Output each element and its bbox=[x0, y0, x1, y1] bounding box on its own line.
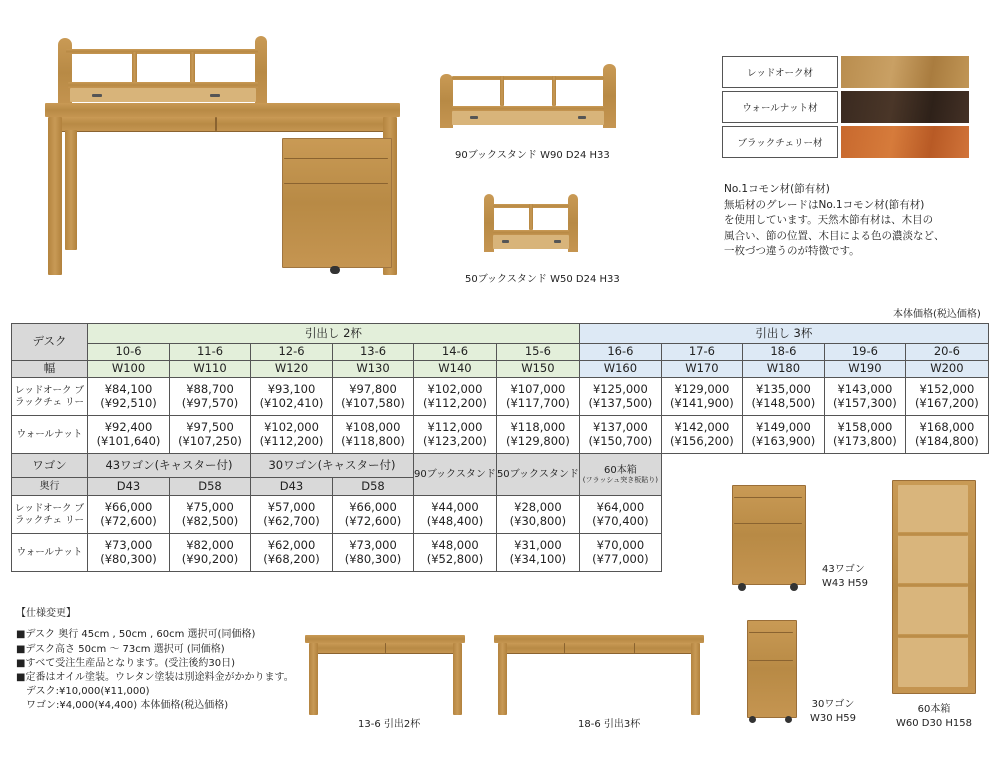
stand90-header: 90ブックスタンド bbox=[414, 454, 497, 496]
width-cell: W110 bbox=[170, 361, 251, 378]
width-cell: W180 bbox=[742, 361, 824, 378]
swatch-red-oak bbox=[841, 56, 969, 88]
bookcase-image bbox=[892, 480, 974, 692]
model-cell: 17-6 bbox=[661, 344, 742, 361]
price-cell: ¥28,000 (¥30,800) bbox=[496, 496, 579, 534]
tax-note: 本体価格(税込価格) bbox=[893, 309, 981, 320]
model-cell: 11-6 bbox=[170, 344, 251, 361]
price-cell: ¥62,000 (¥68,200) bbox=[251, 534, 333, 572]
price-cell: ¥168,000 (¥184,800) bbox=[905, 416, 988, 454]
price-cell: ¥102,000 (¥112,200) bbox=[414, 378, 497, 416]
price-cell: ¥125,000 (¥137,500) bbox=[579, 378, 661, 416]
row-label: ウォールナット bbox=[12, 534, 88, 572]
price-cell: ¥118,000 (¥129,800) bbox=[496, 416, 579, 454]
wagon43-header: 43ワゴン(キャスター付) bbox=[88, 454, 251, 478]
spec-line: デスク:¥10,000(¥11,000) bbox=[26, 686, 150, 697]
stand90-caption: 90ブックスタンド W90 D24 H33 bbox=[455, 150, 610, 161]
price-cell: ¥64,000 (¥70,400) bbox=[579, 496, 661, 534]
desk-18-image bbox=[494, 635, 704, 715]
swatch-label-walnut: ウォールナット材 bbox=[722, 91, 838, 123]
model-cell: 14-6 bbox=[414, 344, 497, 361]
price-cell: ¥92,400 (¥101,640) bbox=[88, 416, 170, 454]
wagon30-header: 30ワゴン(キャスター付) bbox=[251, 454, 414, 478]
bookcase-title: 60本箱 bbox=[604, 464, 637, 476]
width-cell: W140 bbox=[414, 361, 497, 378]
width-cell: W170 bbox=[661, 361, 742, 378]
price-cell: ¥112,000 (¥123,200) bbox=[414, 416, 497, 454]
desk-row-oak-cherry bbox=[12, 378, 989, 416]
price-cell: ¥82,000 (¥90,200) bbox=[170, 534, 251, 572]
price-cell: ¥88,700 (¥97,570) bbox=[170, 378, 251, 416]
price-cell: ¥108,000 (¥118,800) bbox=[333, 416, 414, 454]
model-cell: 19-6 bbox=[824, 344, 905, 361]
bookcase-caption-line: W60 D30 H158 bbox=[895, 718, 972, 729]
group-2-drawers: 引出し 2杯 bbox=[88, 324, 580, 344]
desk-row-walnut bbox=[12, 416, 989, 454]
model-cell: 18-6 bbox=[742, 344, 824, 361]
model-cell: 13-6 bbox=[333, 344, 414, 361]
model-cell: 10-6 bbox=[88, 344, 170, 361]
wood-note-line: No.1コモン材(節有材) bbox=[724, 183, 830, 195]
price-cell: ¥137,000 (¥150,700) bbox=[579, 416, 661, 454]
row-label: レッドオーク ブラックチェ リー bbox=[12, 378, 88, 416]
price-cell: ¥44,000 (¥48,400) bbox=[414, 496, 497, 534]
spec-line: ワゴン:¥4,000(¥4,400) 本体価格(税込価格) bbox=[26, 700, 229, 711]
wagon-30-image bbox=[745, 620, 797, 722]
spec-title: 【仕様変更】 bbox=[16, 608, 76, 619]
price-cell: ¥48,000 (¥52,800) bbox=[414, 534, 497, 572]
price-cell: ¥158,000 (¥173,800) bbox=[824, 416, 905, 454]
width-cell: W200 bbox=[905, 361, 988, 378]
width-cell: W190 bbox=[824, 361, 905, 378]
depth-cell: D43 bbox=[251, 478, 333, 496]
price-table bbox=[11, 323, 989, 572]
spec-line: ■デスク高さ 50cm ～ 73cm 選択可 (同価格) bbox=[16, 644, 225, 655]
wood-note-line: 風合い、節の位置、木目による色の濃淡など、 bbox=[724, 229, 945, 242]
price-cell: ¥129,000 (¥141,900) bbox=[661, 378, 742, 416]
price-cell: ¥97,800 (¥107,580) bbox=[333, 378, 414, 416]
model-cell: 20-6 bbox=[905, 344, 988, 361]
wood-note bbox=[724, 182, 945, 260]
desk-title: デスク bbox=[12, 324, 88, 361]
price-cell: ¥66,000 (¥72,600) bbox=[333, 496, 414, 534]
price-cell: ¥31,000 (¥34,100) bbox=[496, 534, 579, 572]
price-cell: ¥102,000 (¥112,200) bbox=[251, 416, 333, 454]
swatch-label-red-oak: レッドオーク材 bbox=[722, 56, 838, 88]
depth-label: 奥行 bbox=[12, 478, 88, 496]
price-cell: ¥149,000 (¥163,900) bbox=[742, 416, 824, 454]
wagon30-caption bbox=[810, 698, 856, 726]
width-cell: W120 bbox=[251, 361, 333, 378]
model-cell: 16-6 bbox=[579, 344, 661, 361]
wagon-43-image bbox=[730, 485, 806, 591]
price-cell: ¥107,000 (¥117,700) bbox=[496, 378, 579, 416]
wagon43-caption bbox=[822, 563, 868, 591]
swatch-label-black-cherry: ブラックチェリー材 bbox=[722, 126, 838, 158]
width-cell: W130 bbox=[333, 361, 414, 378]
price-cell: ¥73,000 (¥80,300) bbox=[333, 534, 414, 572]
price-cell: ¥93,100 (¥102,410) bbox=[251, 378, 333, 416]
price-cell: ¥135,000 (¥148,500) bbox=[742, 378, 824, 416]
wagon30-caption-line: 30ワゴン bbox=[811, 699, 855, 710]
width-cell: W100 bbox=[88, 361, 170, 378]
price-cell: ¥142,000 (¥156,200) bbox=[661, 416, 742, 454]
price-cell: ¥84,100 (¥92,510) bbox=[88, 378, 170, 416]
model-cell: 15-6 bbox=[496, 344, 579, 361]
book-stand-50-image bbox=[484, 190, 579, 252]
swatch-walnut bbox=[841, 91, 969, 123]
wagon30-caption-line: W30 H59 bbox=[810, 713, 857, 724]
wagon-title: ワゴン bbox=[12, 454, 88, 478]
row-label: ウォールナット bbox=[12, 416, 88, 454]
depth-cell: D58 bbox=[170, 478, 251, 496]
price-cell: ¥70,000 (¥77,000) bbox=[579, 534, 661, 572]
wood-note-line: 一枚づつ違うのが特徴です。 bbox=[724, 245, 860, 257]
price-cell: ¥75,000 (¥82,500) bbox=[170, 496, 251, 534]
group-3-drawers: 引出し 3杯 bbox=[579, 324, 988, 344]
wagon43-caption-line: W43 H59 bbox=[822, 578, 869, 589]
bookcase-caption-line: 60本箱 bbox=[917, 704, 951, 715]
depth-cell: D43 bbox=[88, 478, 170, 496]
price-cell: ¥73,000 (¥80,300) bbox=[88, 534, 170, 572]
stand50-header: 50ブックスタンド bbox=[496, 454, 579, 496]
width-cell: W160 bbox=[579, 361, 661, 378]
bookcase-caption bbox=[888, 703, 980, 731]
book-stand-90-image bbox=[440, 62, 618, 128]
desk18-caption: 18-6 引出3杯 bbox=[578, 719, 641, 730]
width-label: 幅 bbox=[12, 361, 88, 378]
bookcase-header bbox=[579, 454, 661, 496]
spec-line: ■すべて受注生産品となります。(受注後約30日) bbox=[16, 658, 235, 669]
width-cell: W150 bbox=[496, 361, 579, 378]
model-cell: 12-6 bbox=[251, 344, 333, 361]
desk-set-image bbox=[40, 30, 405, 280]
wagon-row-oak-cherry bbox=[12, 496, 989, 534]
spec-line: ■定番はオイル塗装。ウレタン塗装は別途料金がかかります。 bbox=[16, 672, 294, 683]
wood-note-line: 無垢材のグレードはNo.1コモン材(節有材) bbox=[724, 198, 925, 211]
desk-13-image bbox=[305, 635, 465, 715]
price-cell: ¥97,500 (¥107,250) bbox=[170, 416, 251, 454]
row-label: レッドオーク ブラックチェ リー bbox=[12, 496, 88, 534]
depth-cell: D58 bbox=[333, 478, 414, 496]
desk13-caption: 13-6 引出2杯 bbox=[358, 719, 421, 730]
price-cell: ¥152,000 (¥167,200) bbox=[905, 378, 988, 416]
price-cell: ¥57,000 (¥62,700) bbox=[251, 496, 333, 534]
spec-line: ■デスク 奥行 45cm , 50cm , 60cm 選択可(同価格) bbox=[16, 629, 256, 640]
price-cell: ¥143,000 (¥157,300) bbox=[824, 378, 905, 416]
bookcase-subtitle: (フラッシュ突き板貼り) bbox=[582, 476, 658, 485]
wagon43-caption-line: 43ワゴン bbox=[822, 564, 865, 575]
stand50-caption: 50ブックスタンド W50 D24 H33 bbox=[465, 274, 620, 285]
swatch-black-cherry bbox=[841, 126, 969, 158]
price-cell: ¥66,000 (¥72,600) bbox=[88, 496, 170, 534]
wood-note-line: を使用しています。天然木節有材は、木目の bbox=[724, 214, 934, 226]
